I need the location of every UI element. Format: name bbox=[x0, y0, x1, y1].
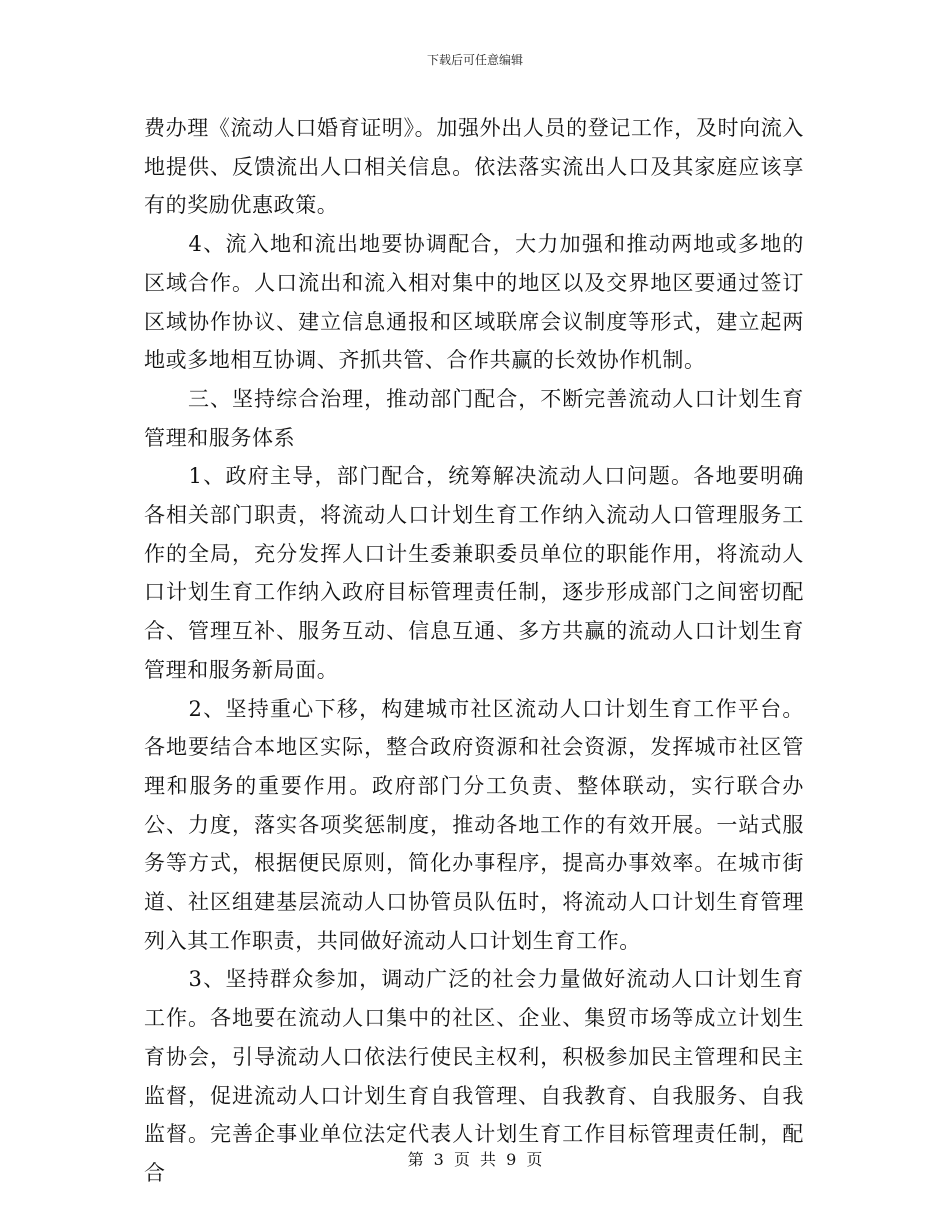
paragraph-government-leadership: 1、政府主导，部门配合，统筹解决流动人口问题。各地要明确各相关部门职责，将流动人口计划生育工作纳入流动人口管理服务工作的全局，充分发挥人口计生委兼职委员单位的职能作用，将流动人口计划生育工作纳入政府目标管理责任制，逐步形成部门之间密切配合、管理互补、服务互动、信息互通、多方共赢的流动人口计划生育管理和服务新局面。 bbox=[144, 464, 804, 682]
page-header: 下载后可任意编辑 bbox=[426, 53, 523, 67]
paragraph-outflow-services: 费办理《流动人口婚育证明》。加强外出人员的登记工作，及时向流入地提供、反馈流出人口相关信息。依法落实流出人口及其家庭应该享有的奖励优惠政策。 bbox=[144, 116, 804, 218]
paragraph-public-participation: 3、坚持群众参加，调动广泛的社会力量做好流动人口计划生育工作。各地要在流动人口集中的社区、企业、集贸市场等成立计划生育协会，引导流动人口依法行使民主权利，积极参加民主管理和民主监督，促进流动人口计划生育自我管理、自我教育、自我服务、自我监督。完善企事业单位法定代表人计划生育工作目标管理责任制，配合 bbox=[144, 967, 804, 1185]
page-footer: 第 3 页 共 9 页 bbox=[407, 1150, 543, 1169]
paragraph-community-platform: 2、坚持重心下移，构建城市社区流动人口计划生育工作平台。各地要结合本地区实际，整合政府资源和社会资源，发挥城市社区管理和服务的重要作用。政府部门分工负责、整体联动，实行联合办公、力度，落实各项奖惩制度，推动各地工作的有效开展。一站式服务等方式，根据便民原则，简化办事程序，提高办事效率。在城市街道、社区组建基层流动人口协管员队伍时，将流动人口计划生育管理列入其工作职责，共同做好流动人口计划生育工作。 bbox=[144, 696, 804, 953]
section-heading-comprehensive-governance: 三、坚持综合治理，推动部门配合，不断完善流动人口计划生育管理和服务体系 bbox=[144, 386, 804, 450]
paragraph-regional-cooperation: 4、流入地和流出地要协调配合，大力加强和推动两地或多地的区域合作。人口流出和流入相对集中的地区以及交界地区要通过签订区域协作协议、建立信息通报和区域联席会议制度等形式，建立起两地或多地相互协调、齐抓共管、合作共赢的长效协作机制。 bbox=[144, 232, 804, 373]
document-body bbox=[144, 109, 804, 1193]
